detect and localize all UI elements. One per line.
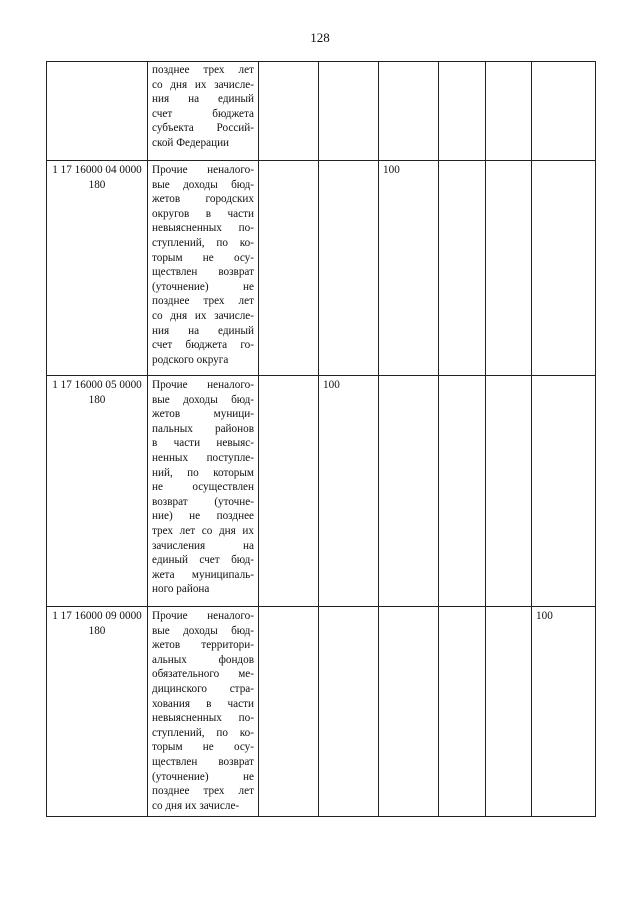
allocation-percent-cell: 100 bbox=[532, 607, 596, 817]
description-line: (уточнение) не bbox=[152, 770, 254, 783]
description-line: позднее трех лет bbox=[152, 785, 254, 798]
allocation-percent-cell bbox=[439, 62, 486, 161]
allocation-percent-cell bbox=[319, 161, 379, 376]
allocation-percent-cell bbox=[532, 161, 596, 376]
description-line: ществлен возврат bbox=[152, 755, 254, 768]
description-line: со дня их зачисле- bbox=[152, 78, 254, 91]
allocation-percent-cell bbox=[379, 607, 439, 817]
allocation-percent-cell bbox=[259, 376, 319, 607]
allocation-percent-cell: 100 bbox=[379, 161, 439, 376]
income-description-cell bbox=[148, 376, 259, 607]
allocation-percent-cell bbox=[379, 62, 439, 161]
allocation-percent-cell bbox=[486, 62, 532, 161]
allocation-percent-cell bbox=[259, 62, 319, 161]
budget-classification-table bbox=[46, 61, 596, 817]
income-description-cell bbox=[148, 607, 259, 817]
table-row bbox=[47, 62, 596, 161]
table-row bbox=[47, 607, 596, 817]
description-line: со дня их зачисле- bbox=[152, 309, 254, 322]
description-line: ступлений, по ко- bbox=[152, 726, 254, 739]
description-line: дицинского стра- bbox=[152, 682, 254, 695]
description-line: ного района bbox=[152, 583, 210, 596]
income-code-cell: 1 17 16000 09 0000 180 bbox=[47, 607, 148, 817]
description-line: альных фондов bbox=[152, 653, 254, 666]
description-line: ществлен возврат bbox=[152, 266, 254, 279]
description-line: позднее трех лет bbox=[152, 295, 254, 308]
allocation-percent-cell bbox=[319, 62, 379, 161]
description-line: возврат (уточне- bbox=[152, 495, 254, 508]
description-line: счет бюджета bbox=[152, 107, 254, 120]
description-line: вые доходы бюд- bbox=[152, 393, 254, 406]
allocation-percent-cell bbox=[259, 607, 319, 817]
allocation-percent-cell: 100 bbox=[319, 376, 379, 607]
allocation-percent-cell bbox=[379, 376, 439, 607]
allocation-percent-cell bbox=[319, 607, 379, 817]
description-line: родского округа bbox=[152, 353, 229, 366]
description-line: обязательного ме- bbox=[152, 668, 254, 681]
description-line: Прочие неналого- bbox=[152, 379, 254, 391]
income-code-cell: 1 17 16000 05 0000 180 bbox=[47, 376, 148, 607]
income-code-cell bbox=[47, 62, 148, 161]
description-line: жетов муници- bbox=[152, 408, 254, 421]
description-line: в части невыяс- bbox=[152, 437, 254, 450]
description-line: ступлений, по ко- bbox=[152, 236, 254, 249]
description-line: вые доходы бюд- bbox=[152, 178, 254, 191]
allocation-percent-cell bbox=[439, 161, 486, 376]
description-line: субъекта Россий- bbox=[152, 122, 254, 135]
description-line: Прочие неналого- bbox=[152, 610, 254, 622]
description-line: пальных районов bbox=[152, 422, 254, 435]
income-code-cell: 1 17 16000 04 0000 180 bbox=[47, 161, 148, 376]
description-line: зачисления на bbox=[152, 539, 254, 552]
description-line: ние) не позднее bbox=[152, 510, 254, 523]
table-row bbox=[47, 161, 596, 376]
description-line: ской Федерации bbox=[152, 136, 230, 149]
description-line: торым не осу- bbox=[152, 741, 254, 754]
allocation-percent-cell bbox=[486, 607, 532, 817]
description-line: округов в части bbox=[152, 207, 254, 220]
description-line: жетов городских bbox=[152, 193, 254, 206]
description-line: невыясненных по- bbox=[152, 222, 254, 235]
allocation-percent-cell bbox=[439, 607, 486, 817]
description-line: со дня их зачисле- bbox=[152, 799, 240, 812]
description-line: ний, по которым bbox=[152, 466, 254, 479]
description-line: ния на единый bbox=[152, 324, 254, 337]
description-line: хования в части bbox=[152, 697, 254, 710]
allocation-percent-cell bbox=[486, 161, 532, 376]
allocation-percent-cell bbox=[532, 376, 596, 607]
description-line: вые доходы бюд- bbox=[152, 624, 254, 637]
description-line: не осуществлен bbox=[152, 481, 254, 494]
allocation-percent-cell bbox=[439, 376, 486, 607]
page-number: 128 bbox=[310, 30, 330, 45]
description-line: торым не осу- bbox=[152, 251, 254, 264]
description-line: Прочие неналого- bbox=[152, 164, 254, 176]
allocation-percent-cell bbox=[532, 62, 596, 161]
description-line: трех лет со дня их bbox=[152, 524, 254, 537]
description-line: счет бюджета го- bbox=[152, 339, 254, 352]
description-line: (уточнение) не bbox=[152, 280, 254, 293]
description-line: единый счет бюд- bbox=[152, 554, 254, 567]
description-line: ненных поступле- bbox=[152, 451, 254, 464]
income-description-cell bbox=[148, 62, 259, 161]
table-row bbox=[47, 376, 596, 607]
allocation-percent-cell bbox=[486, 376, 532, 607]
income-description-cell bbox=[148, 161, 259, 376]
description-line: ния на единый bbox=[152, 93, 254, 106]
description-line: жетов территори- bbox=[152, 639, 254, 652]
allocation-percent-cell bbox=[259, 161, 319, 376]
description-line: невыясненных по- bbox=[152, 712, 254, 725]
description-line: жета муниципаль- bbox=[152, 568, 254, 581]
description-line: позднее трех лет bbox=[152, 64, 254, 76]
